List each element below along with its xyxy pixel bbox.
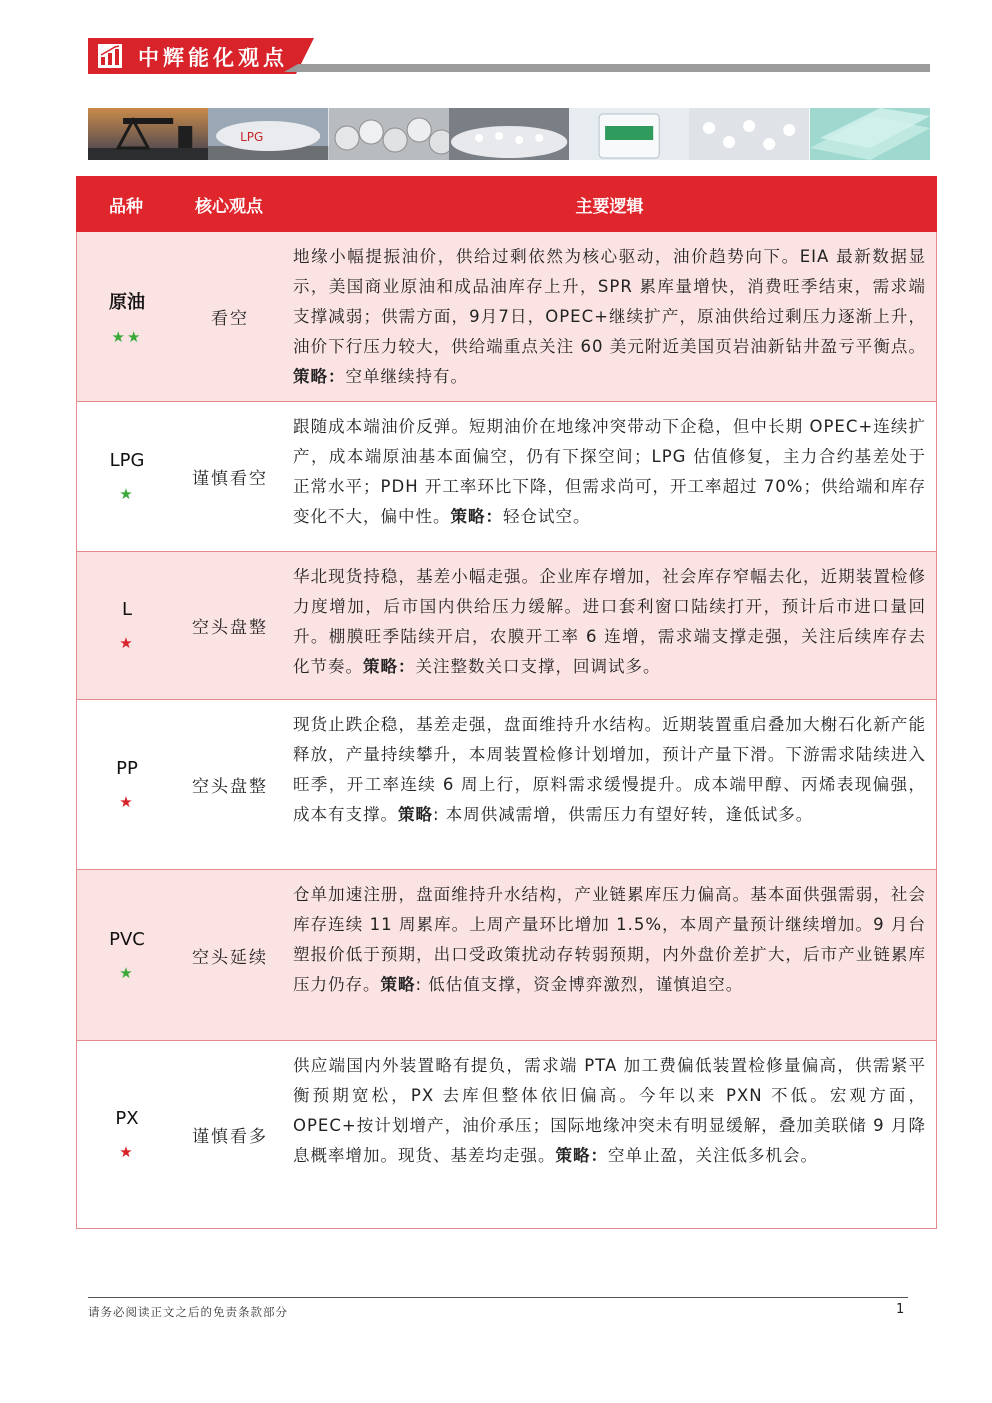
report-header [88,38,930,74]
rating-stars: ★ [119,1143,135,1161]
header-core-view: 核心观点 [195,196,263,217]
rating-stars: ★ [119,793,135,811]
header-title-block [88,38,296,74]
strategy-text: : 本周供减需增，供需压力有望好转，逢低试多。 [433,805,814,824]
variety-cell [77,232,177,401]
main-logic [283,870,936,1040]
svg-text:LPG: LPG [240,130,264,144]
logic-text: 仓单加速注册，盘面维持升水结构，产业链累库压力偏高。基本面供强需弱，社会库存连续 11 周累库。上周产量环比增加 1.5%，本周产量预计继续增加。9 月台塑报价低于预期，出口受政策扰动存转弱预期，内外盘价差扩大，后市产业链累库压力仍存。 [293,885,926,994]
variety-name: L [121,599,133,620]
views-table [76,176,937,1229]
header-title: 中辉能化观点 [138,45,288,70]
header-main-logic: 主要逻辑 [575,196,644,217]
variety-name: LPG [109,450,145,471]
variety-name: PP [116,758,138,779]
table-row [76,1041,937,1229]
rating-stars: ★★ [111,327,143,346]
strategy-label: 策略： [555,1146,608,1165]
header-variety: 品种 [109,196,143,217]
main-logic [283,700,936,869]
core-view: 谨慎看空 [192,469,268,489]
main-logic [283,1041,936,1228]
core-view: 空头延续 [192,947,268,968]
variety-name: PX [115,1108,139,1129]
variety-name: 原油 [109,291,145,313]
variety-cell [77,870,177,1040]
rating-stars: ★ [119,963,135,982]
variety-name: PVC [109,928,145,950]
oil-pump-image [88,108,208,160]
table-row [76,552,937,700]
product-image-strip [88,108,930,160]
main-logic [283,402,936,551]
page-number: 1 [896,1302,905,1317]
logic-text: 华北现货持稳，基差小幅走强。企业库存增加，社会库存窄幅去化，近期装置检修力度增加，后市国内供给压力缓解。进口套利窗口陆续打开，预计后市进口量回升。棚膜旺季陆续开启，农膜开工率 6 连增，需求端支撑走强，关注后续库存去化节奏。 [293,567,926,676]
chemical-bottle-image [569,108,689,160]
variety-cell [77,552,177,699]
variety-cell [77,402,177,551]
rating-stars: ★ [119,634,135,652]
table-row [76,870,937,1041]
core-view: 空头盘整 [192,777,268,797]
main-logic [283,552,936,699]
header-gray-bar [298,64,930,72]
table-row [76,700,937,870]
pellets-image [449,108,569,160]
strategy-label: 策略： [363,657,416,676]
logic-text: 跟随成本端油价反弹。短期油价在地缘冲突带动下企稳，但中长期 OPEC+连续扩产，成本端原油基本面偏空，仍有下探空间；LPG 估值修复，主力合约基差处于正常水平；PDH 开工率环比下降，但需求尚可，开工率超过 70%；供给端和库存变化不大，偏中性。 [293,417,926,526]
strategy-label: 策略 [398,805,433,824]
strategy-label: 策略： [293,367,346,386]
logic-text: 现货止跌企稳，基差走强，盘面维持升水结构。近期装置重启叠加大榭石化新产能释放，产量持续攀升，本周装置检修计划增加，预计产量下滑。下游需求陆续进入旺季，开工率连续 6 周上行，原料需求缓慢提升。成本端甲醇、丙烯表现偏强，成本有支撑。 [293,715,926,824]
strategy-text: : 低估值支撑，资金博弈激烈，谨慎追空。 [415,975,744,994]
pipes-image [329,108,449,160]
variety-cell [77,1041,177,1228]
strategy-text: 空单继续持有。 [345,367,468,386]
bar-chart-logo-icon [98,44,122,68]
strategy-text: 空单止盈，关注低多机会。 [608,1146,818,1165]
glass-sheets-image [810,108,930,160]
main-logic [283,232,936,401]
table-row [76,232,937,402]
core-view: 谨慎看多 [192,1127,268,1147]
logic-text: 供应端国内外装置略有提负，需求端 PTA 加工费偏低装置检修量偏高，供需紧平衡预期宽松，PX 去库但整体依旧偏高。今年以来 PXN 不低。宏观方面，OPEC+按计划增产，油价承压；国际地缘冲突未有明显缓解，叠加美联储 9 月降息概率增加。现货、基差均走强。 [293,1056,926,1165]
strategy-text: 轻仓试空。 [503,507,591,526]
table-row [76,402,937,552]
rating-stars: ★ [119,485,135,503]
table-header [76,176,937,232]
lpg-tank-image [208,108,328,160]
variety-cell [77,700,177,869]
core-view: 看空 [211,309,249,329]
strategy-label: 策略 [380,975,416,994]
white-granules-image [689,108,809,160]
footer-divider [88,1297,908,1298]
footer-disclaimer: 请务必阅读正文之后的免责条款部分 [88,1305,288,1319]
core-view: 空头盘整 [192,618,268,638]
strategy-label: 策略： [450,507,503,526]
strategy-text: 关注整数关口支撑，回调试多。 [415,657,661,676]
logic-text: 地缘小幅提振油价，供给过剩依然为核心驱动，油价趋势向下。EIA 最新数据显示，美国商业原油和成品油库存上升，SPR 累库量增快，消费旺季结束，需求端支撑减弱；供需方面，9月7日，OPEC+继续扩产，原油供给过剩压力逐渐上升，油价下行压力较大，供给端重点关注 60 美元附近美国页岩油新钻井盈亏平衡点。 [293,247,926,356]
